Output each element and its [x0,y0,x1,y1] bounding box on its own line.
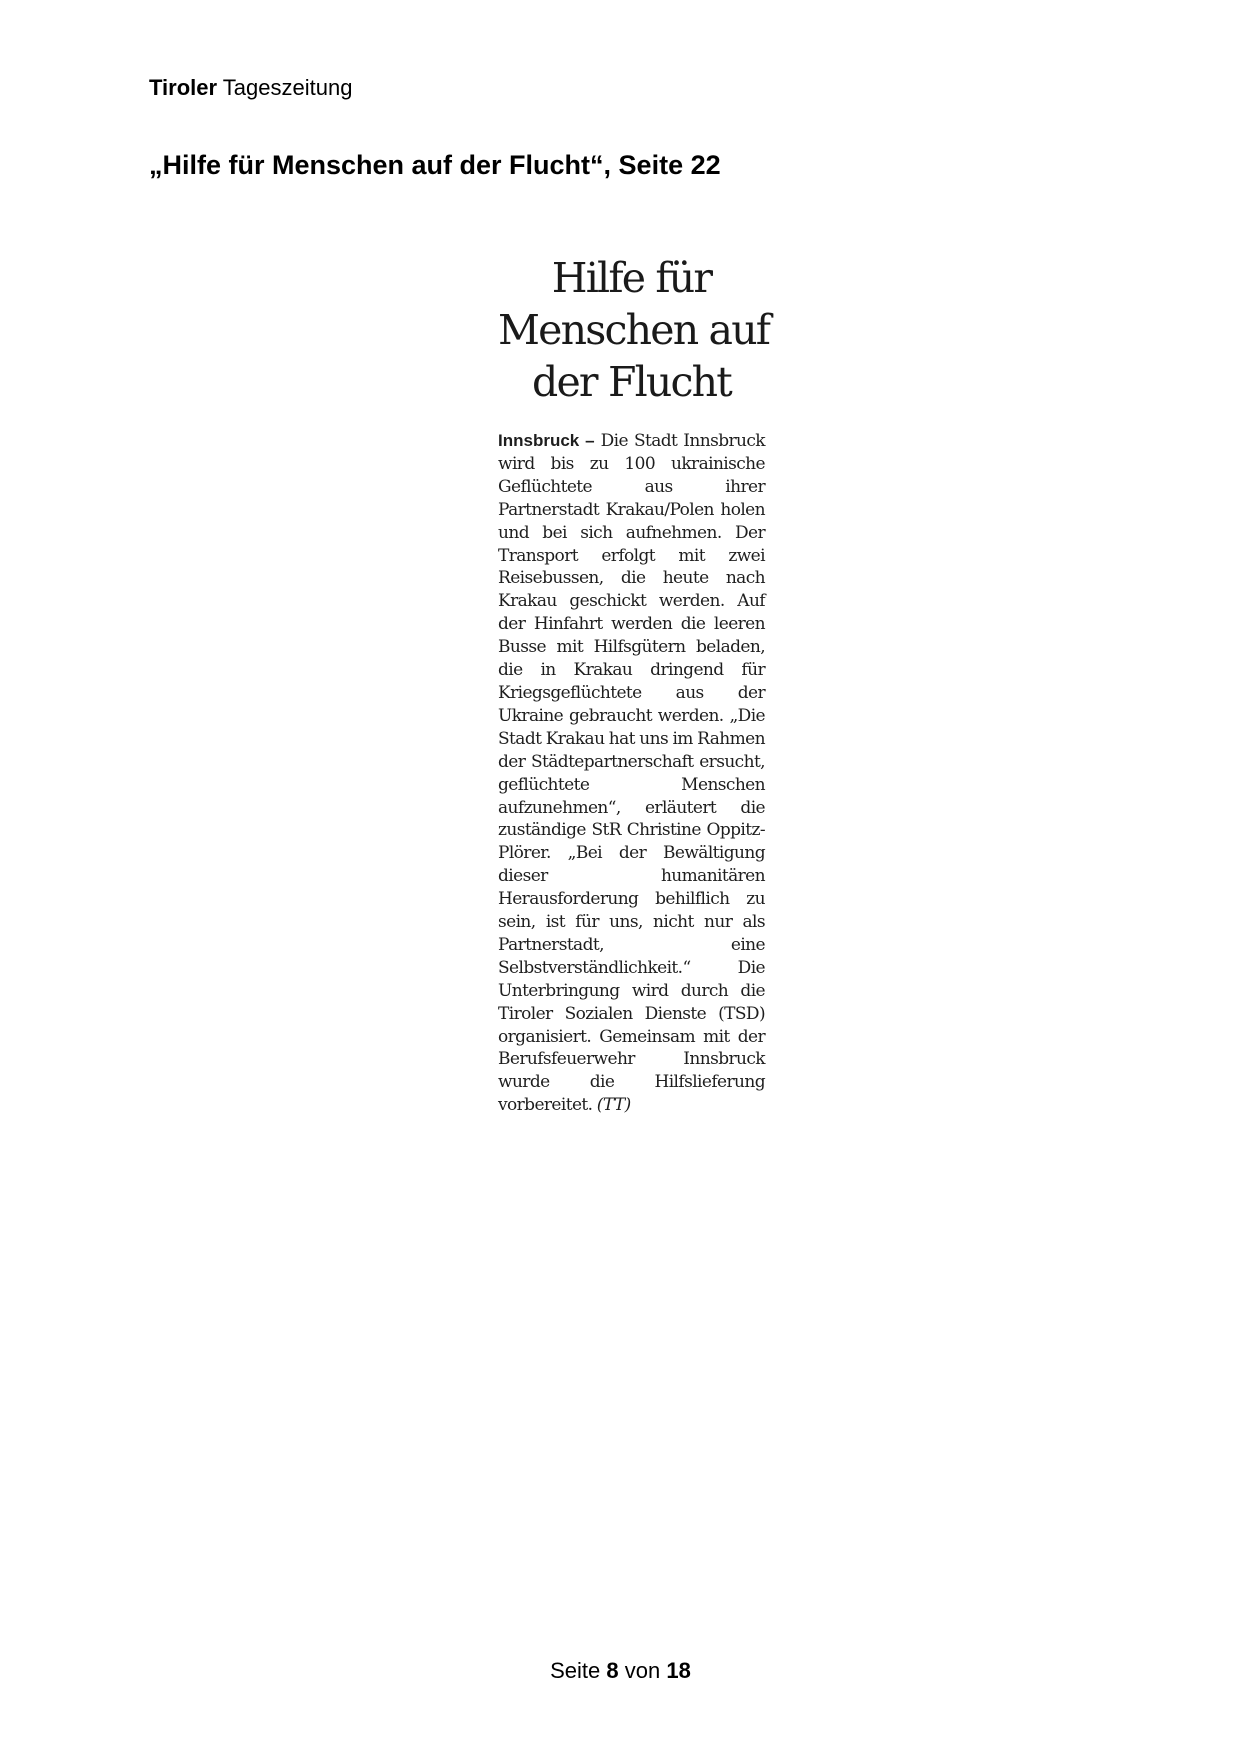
headline-line-3: der Flucht [532,358,731,406]
article-body [498,430,765,1117]
article-dateline: Innsbruck – [498,431,595,450]
headline-line-1: Hilfe für [551,254,712,302]
page-separator: von [624,1658,661,1683]
newspaper-clipping [498,252,770,1117]
page-footer [0,1657,1241,1685]
article-text: Die Stadt Innsbruck wird bis zu 100 ukrainische Geflüchtete aus ihrer Partnerstadt Krakau/Polen holen und bei sich aufnehmen. Der Transport erfolgt mit zwei Reisebussen, die heute nach Krakau geschickt werden. Auf der Hinfahrt werden die leeren Busse mit Hilfsgütern beladen, die in Krakau dringend für Kriegsgeflüchtete aus der Ukraine gebraucht werden. „Die Stadt Krakau hat uns im Rahmen der Städtepartnerschaft ersucht, geflüchtete Menschen aufzunehmen“, erläutert die zuständige StR Christine Oppitz-Plörer. „Bei der Bewältigung dieser humanitären Herausforderung behilflich zu sein, ist für uns, nicht nur als Partnerstadt, eine Selbstverständlichkeit.“ Die Unterbringung wird durch die Tiroler Sozialen Dienste (TSD) organisiert. Gemeinsam mit der Berufsfeuerwehr Innsbruck wurde die Hilfslieferung vorbereitet. [498,431,765,1116]
current-page-number: 8 [606,1658,619,1683]
page-label: Seite [550,1658,601,1683]
article-byline: (TT) [596,1095,631,1116]
article-headline [498,252,770,408]
total-pages-number: 18 [666,1658,691,1683]
headline-line-2: Menschen auf [498,306,770,354]
publication-name-rest: Tageszeitung [222,75,353,100]
publication-header [149,74,352,102]
document-title: „Hilfe für Menschen auf der Flucht“, Seite 22 [149,150,721,180]
publication-name-bold: Tiroler [149,75,218,100]
